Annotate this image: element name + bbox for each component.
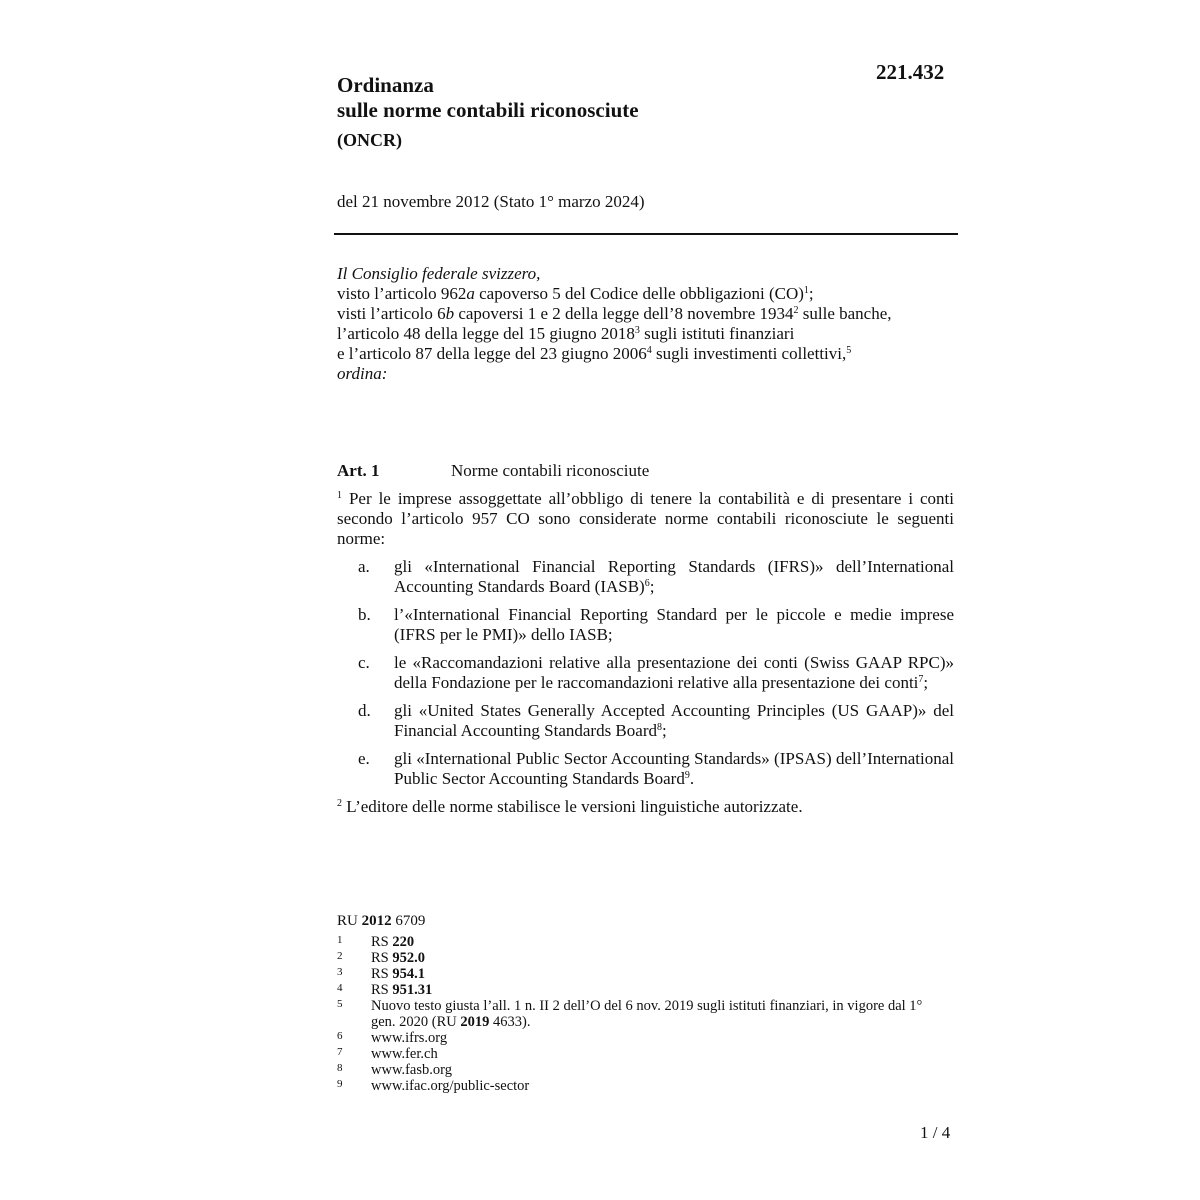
article-heading <box>337 461 649 481</box>
footnote-link[interactable]: www.ifac.org/public-sector <box>371 1078 530 1094</box>
list-item <box>337 701 954 741</box>
article-paragraph-1 <box>337 489 954 549</box>
sr-number: 221.432 <box>876 60 945 84</box>
list-text: l’«International Financial Reporting Standard per le piccole e medie imprese (IFRS per le PMI)» dello IASB; <box>394 605 954 644</box>
footnote-number: 6 <box>337 1030 343 1042</box>
ru-page: 6709 <box>391 913 426 929</box>
footnote-link[interactable]: www.ifrs.org <box>371 1030 448 1046</box>
preamble-text: sugli investimenti collettivi, <box>651 344 847 363</box>
footnote-text <box>371 966 947 982</box>
list-letter: e. <box>358 749 370 768</box>
footnote <box>337 934 947 950</box>
footnote-number: 2 <box>337 950 343 962</box>
preamble-text-italic: a <box>466 284 475 303</box>
norms-list <box>337 557 954 789</box>
footnote-bold: 2019 <box>460 1014 490 1030</box>
preamble-text: sulle banche, <box>798 304 892 323</box>
preamble-text: capoverso 5 del Codice delle obbligazioni (CO) <box>474 284 804 303</box>
title-line-1: Ordinanza <box>337 73 434 97</box>
footnote-pre: Nuovo testo giusta l’all. 1 n. II 2 dell’O del 6 nov. 2019 sugli istituti finanziari, in vigore dal 1° gen. 2020 (RU <box>371 998 923 1030</box>
footnote <box>337 982 947 998</box>
footnote-pre: RS <box>371 966 393 982</box>
footnote <box>337 966 947 982</box>
list-text: le «Raccomandazioni relative alla presentazione dei conti (Swiss GAAP RPC)» della Fondazione per le raccomandazioni relative alla presentazione dei conti <box>394 653 954 692</box>
list-item-text <box>394 701 954 741</box>
footnote-pre: RS <box>371 950 393 966</box>
footnote-pre: RS <box>371 934 393 950</box>
footnote <box>337 1078 947 1094</box>
preamble-text: ; <box>808 284 814 303</box>
footnote-bold: 952.0 <box>392 950 425 966</box>
list-letter: a. <box>358 557 370 576</box>
article-body <box>337 489 954 817</box>
footnote-bold: 951.31 <box>392 982 433 998</box>
date-line: del 21 novembre 2012 (Stato 1° marzo 2024) <box>337 192 645 211</box>
footnote-ref[interactable]: 7 <box>918 674 924 685</box>
list-item <box>337 749 954 789</box>
footnote-ref[interactable]: 5 <box>846 345 852 356</box>
header-divider <box>334 233 958 235</box>
ru-prefix: RU <box>337 913 362 929</box>
ru-year: 2012 <box>361 913 392 929</box>
ru-reference <box>337 913 425 930</box>
paragraph-number: 1 <box>337 490 342 501</box>
list-item-text <box>394 557 954 597</box>
preamble-ordains: ordina: <box>337 364 388 383</box>
footnote <box>337 1062 947 1078</box>
footnote-number: 3 <box>337 966 343 978</box>
list-text: gli «International Financial Reporting Standards (IFRS)» dell’International Accounting Standards Board (IASB) <box>394 557 954 596</box>
paragraph-text: L’editore delle norme stabilisce le versioni linguistiche autorizzate. <box>342 797 803 816</box>
preamble-line <box>337 304 957 324</box>
preamble-text: sugli istituti finanziari <box>639 324 795 343</box>
footnote-post: 4633). <box>489 1014 531 1030</box>
preamble-line <box>337 284 957 304</box>
footnote-text <box>371 950 947 966</box>
title-abbreviation: (ONCR) <box>337 130 402 150</box>
paragraph-number: 2 <box>337 798 342 809</box>
list-item <box>337 653 954 693</box>
footnote <box>337 998 947 1030</box>
footnote-ref[interactable]: 3 <box>634 325 640 336</box>
footnote-ref[interactable]: 2 <box>793 305 799 316</box>
list-punct: . <box>689 769 695 788</box>
footnote-link[interactable]: www.fasb.org <box>371 1062 452 1078</box>
footnote-link[interactable]: www.fer.ch <box>371 1046 438 1062</box>
list-punct: ; <box>661 721 667 740</box>
footnote-text <box>371 934 947 950</box>
preamble-text: e l’articolo 87 della legge del 23 giugno 2006 <box>337 344 647 363</box>
footnote <box>337 1046 947 1062</box>
preamble-text-italic: b <box>445 304 455 323</box>
footnote-ref[interactable]: 4 <box>646 345 652 356</box>
footnote-ref[interactable]: 6 <box>644 578 650 589</box>
footnote-bold: 220 <box>392 934 415 950</box>
footnote-number: 4 <box>337 982 343 994</box>
list-item <box>337 557 954 597</box>
list-letter: c. <box>358 653 370 672</box>
footnote-bold: 954.1 <box>392 966 425 982</box>
list-item <box>337 605 954 645</box>
preamble-text: l’articolo 48 della legge del 15 giugno 2018 <box>337 324 635 343</box>
article-title: Norme contabili riconosciute <box>451 461 650 480</box>
preamble <box>337 264 957 384</box>
page-number: 1 / 4 <box>920 1123 951 1142</box>
paragraph-text: Per le imprese assoggettate all’obbligo di tenere la contabilità e di presentare i conti secondo l’articolo 957 CO sono considerate norme contabili riconosciute le seguenti norme: <box>337 489 954 548</box>
ordinance-title <box>337 73 639 153</box>
preamble-authority: Il Consiglio federale svizzero, <box>337 264 541 283</box>
article-paragraph-2 <box>337 797 954 817</box>
footnote <box>337 1030 947 1046</box>
list-item-text <box>394 605 954 645</box>
title-line-2: sulle norme contabili riconosciute <box>337 98 639 122</box>
footnote-number: 1 <box>337 934 343 946</box>
list-text: gli «United States Generally Accepted Accounting Principles (US GAAP)» del Financial Accounting Standards Board <box>394 701 954 740</box>
list-letter: d. <box>358 701 371 720</box>
footnotes <box>337 934 947 1094</box>
footnote-ref[interactable]: 8 <box>656 722 662 733</box>
article-number: Art. 1 <box>337 461 380 480</box>
preamble-line <box>337 324 957 344</box>
footnote-ref[interactable]: 9 <box>684 770 690 781</box>
list-text: gli «International Public Sector Accounting Standards» (IPSAS) dell’International Public Sector Accounting Standards Board <box>394 749 954 788</box>
preamble-text: visti l’articolo 6 <box>337 304 446 323</box>
footnote-text <box>371 982 947 998</box>
footnote-number: 7 <box>337 1046 343 1058</box>
preamble-line <box>337 344 957 364</box>
list-punct: ; <box>649 577 655 596</box>
footnote-pre: RS <box>371 982 393 998</box>
list-item-text <box>394 653 954 693</box>
preamble-text: capoversi 1 e 2 della legge dell’8 novembre 1934 <box>454 304 794 323</box>
footnote-number: 9 <box>337 1078 343 1090</box>
footnote-number: 5 <box>337 998 343 1010</box>
list-letter: b. <box>358 605 371 624</box>
footnote-ref[interactable]: 1 <box>803 285 809 296</box>
list-punct: ; <box>923 673 929 692</box>
list-item-text <box>394 749 954 789</box>
footnote-text <box>371 998 947 1030</box>
preamble-text: visto l’articolo 962 <box>337 284 467 303</box>
footnote-number: 8 <box>337 1062 343 1074</box>
footnote <box>337 950 947 966</box>
